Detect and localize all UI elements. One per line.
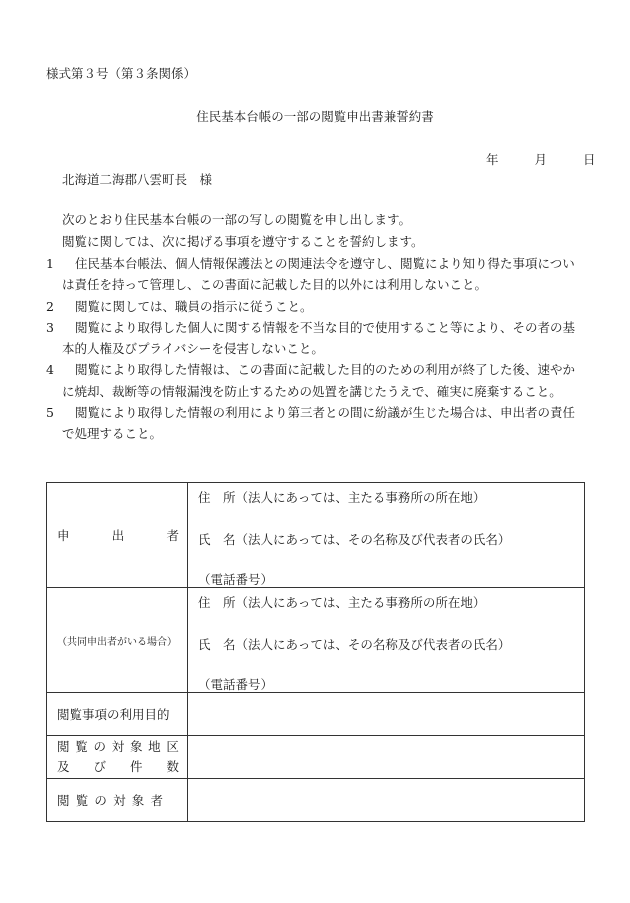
pledge-item bbox=[46, 296, 586, 317]
co-applicant-name-label: 氏 名（法人にあっては、その名称及び代表者の氏名） bbox=[198, 637, 511, 652]
area-field[interactable] bbox=[188, 736, 585, 779]
pledge-item-text: 閲覧により取得した情報の利用により第三者との間に紛議が生じた場合は、申出者の責任で処理すること。 bbox=[62, 405, 576, 442]
date-year-label: 年 bbox=[486, 152, 499, 167]
co-applicant-address-label: 住 所（法人にあっては、主たる事務所の所在地） bbox=[198, 595, 486, 610]
pledge-item-text: 住民基本台帳法、個人情報保護法との関連法令を遵守し、閲覧により知り得た事項についは責任を持って管理し、この書面に記載した目的以外には利用しないこと。 bbox=[62, 256, 575, 293]
purpose-field[interactable] bbox=[188, 693, 585, 736]
intro-text bbox=[62, 209, 424, 253]
pledge-item-number: 5 bbox=[46, 405, 54, 421]
pledge-item bbox=[46, 253, 586, 296]
intro-line: 閲覧に関しては、次に掲げる事項を遵守することを誓約します。 bbox=[62, 234, 424, 249]
area-row bbox=[47, 736, 585, 779]
applicant-name-label: 氏 名（法人にあっては、その名称及び代表者の氏名） bbox=[198, 532, 511, 547]
pledge-item bbox=[46, 359, 586, 402]
pledge-item bbox=[46, 402, 586, 445]
applicant-phone-label: （電話番号） bbox=[198, 572, 274, 587]
co-applicant-phone-label: （電話番号） bbox=[198, 677, 274, 692]
pledge-item-text: 閲覧により取得した個人に関する情報を不当な目的で使用すること等により、その者の基本的人権及びプライバシーを侵害しないこと。 bbox=[62, 319, 576, 357]
target-row bbox=[47, 779, 585, 822]
pledge-item-number: 4 bbox=[46, 362, 54, 378]
applicant-field[interactable] bbox=[188, 483, 585, 588]
pledge-item bbox=[46, 317, 586, 360]
co-applicant-label: （共同申出者がいる場合） bbox=[47, 588, 188, 693]
applicant-address-label: 住 所（法人にあっては、主たる事務所の所在地） bbox=[198, 490, 486, 505]
target-label: 閲 覧 の 対 象 者 bbox=[47, 779, 188, 822]
form-number: 様式第３号（第３条関係） bbox=[46, 66, 197, 81]
applicant-label: 申 出 者 bbox=[47, 483, 188, 588]
purpose-label: 閲覧事項の利用目的 bbox=[47, 693, 188, 736]
addressee: 北海道二海郡八雲町長 様 bbox=[62, 172, 213, 187]
pledge-item-number: 3 bbox=[46, 319, 54, 335]
applicant-table bbox=[46, 482, 585, 822]
pledge-item-number: 2 bbox=[46, 298, 54, 314]
applicant-row bbox=[47, 483, 585, 588]
date-day-label: 日 bbox=[582, 152, 596, 167]
pledge-item-number: 1 bbox=[46, 256, 54, 271]
intro-line: 次のとおり住民基本台帳の一部の写しの閲覧を申し出します。 bbox=[62, 212, 412, 227]
pledge-item-text: 閲覧により取得した情報は、この書面に記載した目的のための利用が終了した後、速やかに焼却、裁断等の情報漏洩を防止するための処置を講じたうえで、確実に廃棄すること。 bbox=[62, 362, 576, 399]
pledge-items bbox=[46, 253, 586, 445]
pledge-item-text: 閲覧に関しては、職員の指示に従うこと。 bbox=[75, 298, 313, 314]
document-title: 住民基本台帳の一部の閲覧申出書兼誓約書 bbox=[196, 109, 434, 124]
co-applicant-field[interactable] bbox=[188, 588, 585, 693]
date-line bbox=[486, 150, 595, 168]
area-label: 閲 覧 の 対 象 地 区 及 び 件 数 bbox=[47, 736, 188, 779]
purpose-row bbox=[47, 693, 585, 736]
target-field[interactable] bbox=[188, 779, 585, 822]
co-applicant-row bbox=[47, 588, 585, 693]
date-month-label: 月 bbox=[534, 152, 547, 167]
